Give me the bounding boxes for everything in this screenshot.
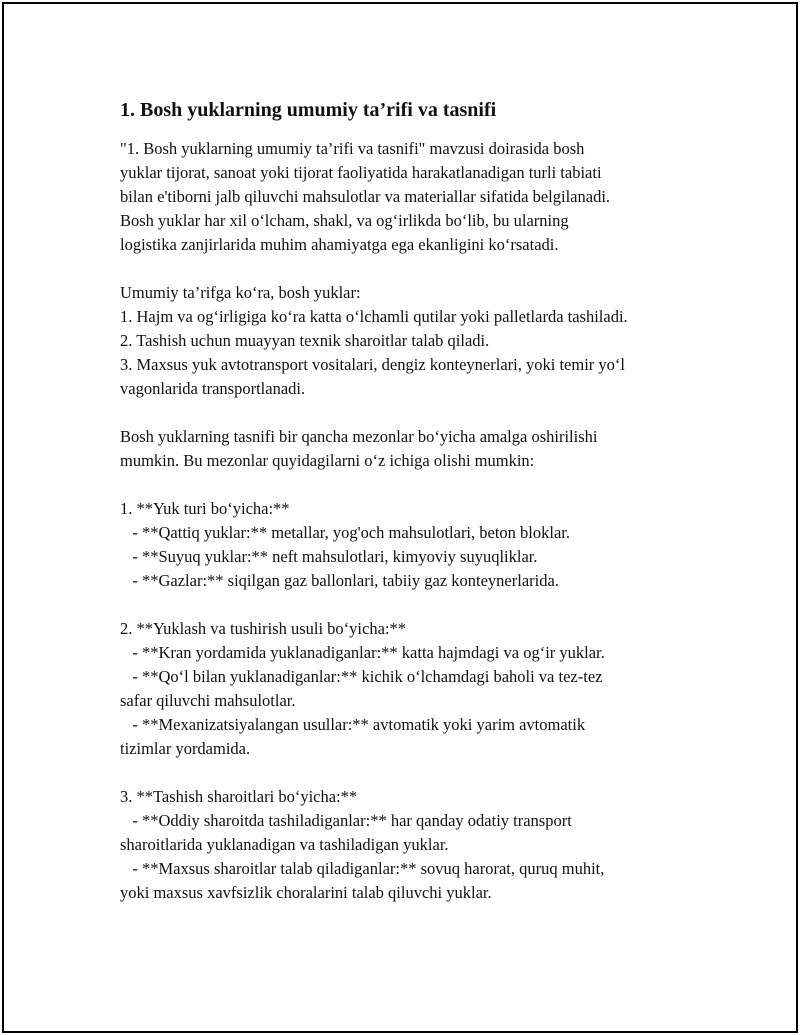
- text-line: "1. Bosh yuklarning umumiy ta’rifi va tasnifi" mavzusi doirasida bosh: [120, 139, 585, 158]
- text-line: - **Mexanizatsiyalangan usullar:** avtomatik yoki yarim avtomatik: [120, 715, 586, 734]
- text-line: sharoitlarida yuklanadigan va tashiladigan yuklar.: [120, 835, 449, 854]
- text-line: 3. **Tashish sharoitlari bo‘yicha:**: [120, 787, 358, 806]
- document-text: [120, 137, 720, 905]
- text-line: [120, 473, 720, 497]
- text-line: safar qiluvchi mahsulotlar.: [120, 691, 296, 710]
- text-line: Umumiy ta’rifga ko‘ra, bosh yuklar:: [120, 283, 361, 302]
- text-line: - **Qo‘l bilan yuklanadiganlar:** kichik o‘lchamdagi baholi va tez-tez: [120, 667, 603, 686]
- text-line: logistika zanjirlarida muhim ahamiyatga ega ekanligini ko‘rsatadi.: [120, 235, 559, 254]
- text-line: [120, 761, 720, 785]
- text-line: [120, 257, 720, 281]
- text-line: yoki maxsus xavfsizlik choralarini talab qiluvchi yuklar.: [120, 883, 492, 902]
- text-line: Bosh yuklarning tasnifi bir qancha mezonlar bo‘yicha amalga oshirilishi: [120, 427, 598, 446]
- text-line: vagonlarida transportlanadi.: [120, 379, 306, 398]
- text-line: [120, 401, 720, 425]
- text-line: [120, 593, 720, 617]
- text-line: mumkin. Bu mezonlar quyidagilarni o‘z ichiga olishi mumkin:: [120, 451, 535, 470]
- text-line: 1. Hajm va og‘irligiga ko‘ra katta o‘lchamli qutilar yoki palletlarda tashiladi.: [120, 307, 628, 326]
- text-line: 1. **Yuk turi bo‘yicha:**: [120, 499, 290, 518]
- text-line: yuklar tijorat, sanoat yoki tijorat faoliyatida harakatlanadigan turli tabiati: [120, 163, 602, 182]
- text-line: 3. Maxsus yuk avtotransport vositalari, dengiz konteynerlari, yoki temir yo‘l: [120, 355, 625, 374]
- text-line: bilan e'tiborni jalb qiluvchi mahsulotlar va materiallar sifatida belgilanadi.: [120, 187, 611, 206]
- text-line: - **Oddiy sharoitda tashiladiganlar:** har qanday odatiy transport: [120, 811, 572, 830]
- text-line: - **Maxsus sharoitlar talab qiladiganlar:** sovuq harorat, quruq muhit,: [120, 859, 605, 878]
- text-line: - **Kran yordamida yuklanadiganlar:** katta hajmdagi va og‘ir yuklar.: [120, 643, 605, 662]
- text-line: tizimlar yordamida.: [120, 739, 251, 758]
- document-title: 1. Bosh yuklarning umumiy ta’rifi va tasnifi: [120, 99, 497, 121]
- document-body: [120, 96, 720, 905]
- text-line: Bosh yuklar har xil o‘lcham, shakl, va og‘irlikda bo‘lib, bu ularning: [120, 211, 569, 230]
- text-line: - **Suyuq yuklar:** neft mahsulotlari, kimyoviy suyuqliklar.: [120, 547, 538, 566]
- text-line: 2. Tashish uchun muayyan texnik sharoitlar talab qiladi.: [120, 331, 490, 350]
- text-line: - **Gazlar:** siqilgan gaz ballonlari, tabiiy gaz konteynerlarida.: [120, 571, 559, 590]
- document-page: [2, 2, 798, 1033]
- text-line: - **Qattiq yuklar:** metallar, yog'och mahsulotlari, beton bloklar.: [120, 523, 571, 542]
- text-line: 2. **Yuklash va tushirish usuli bo‘yicha:**: [120, 619, 406, 638]
